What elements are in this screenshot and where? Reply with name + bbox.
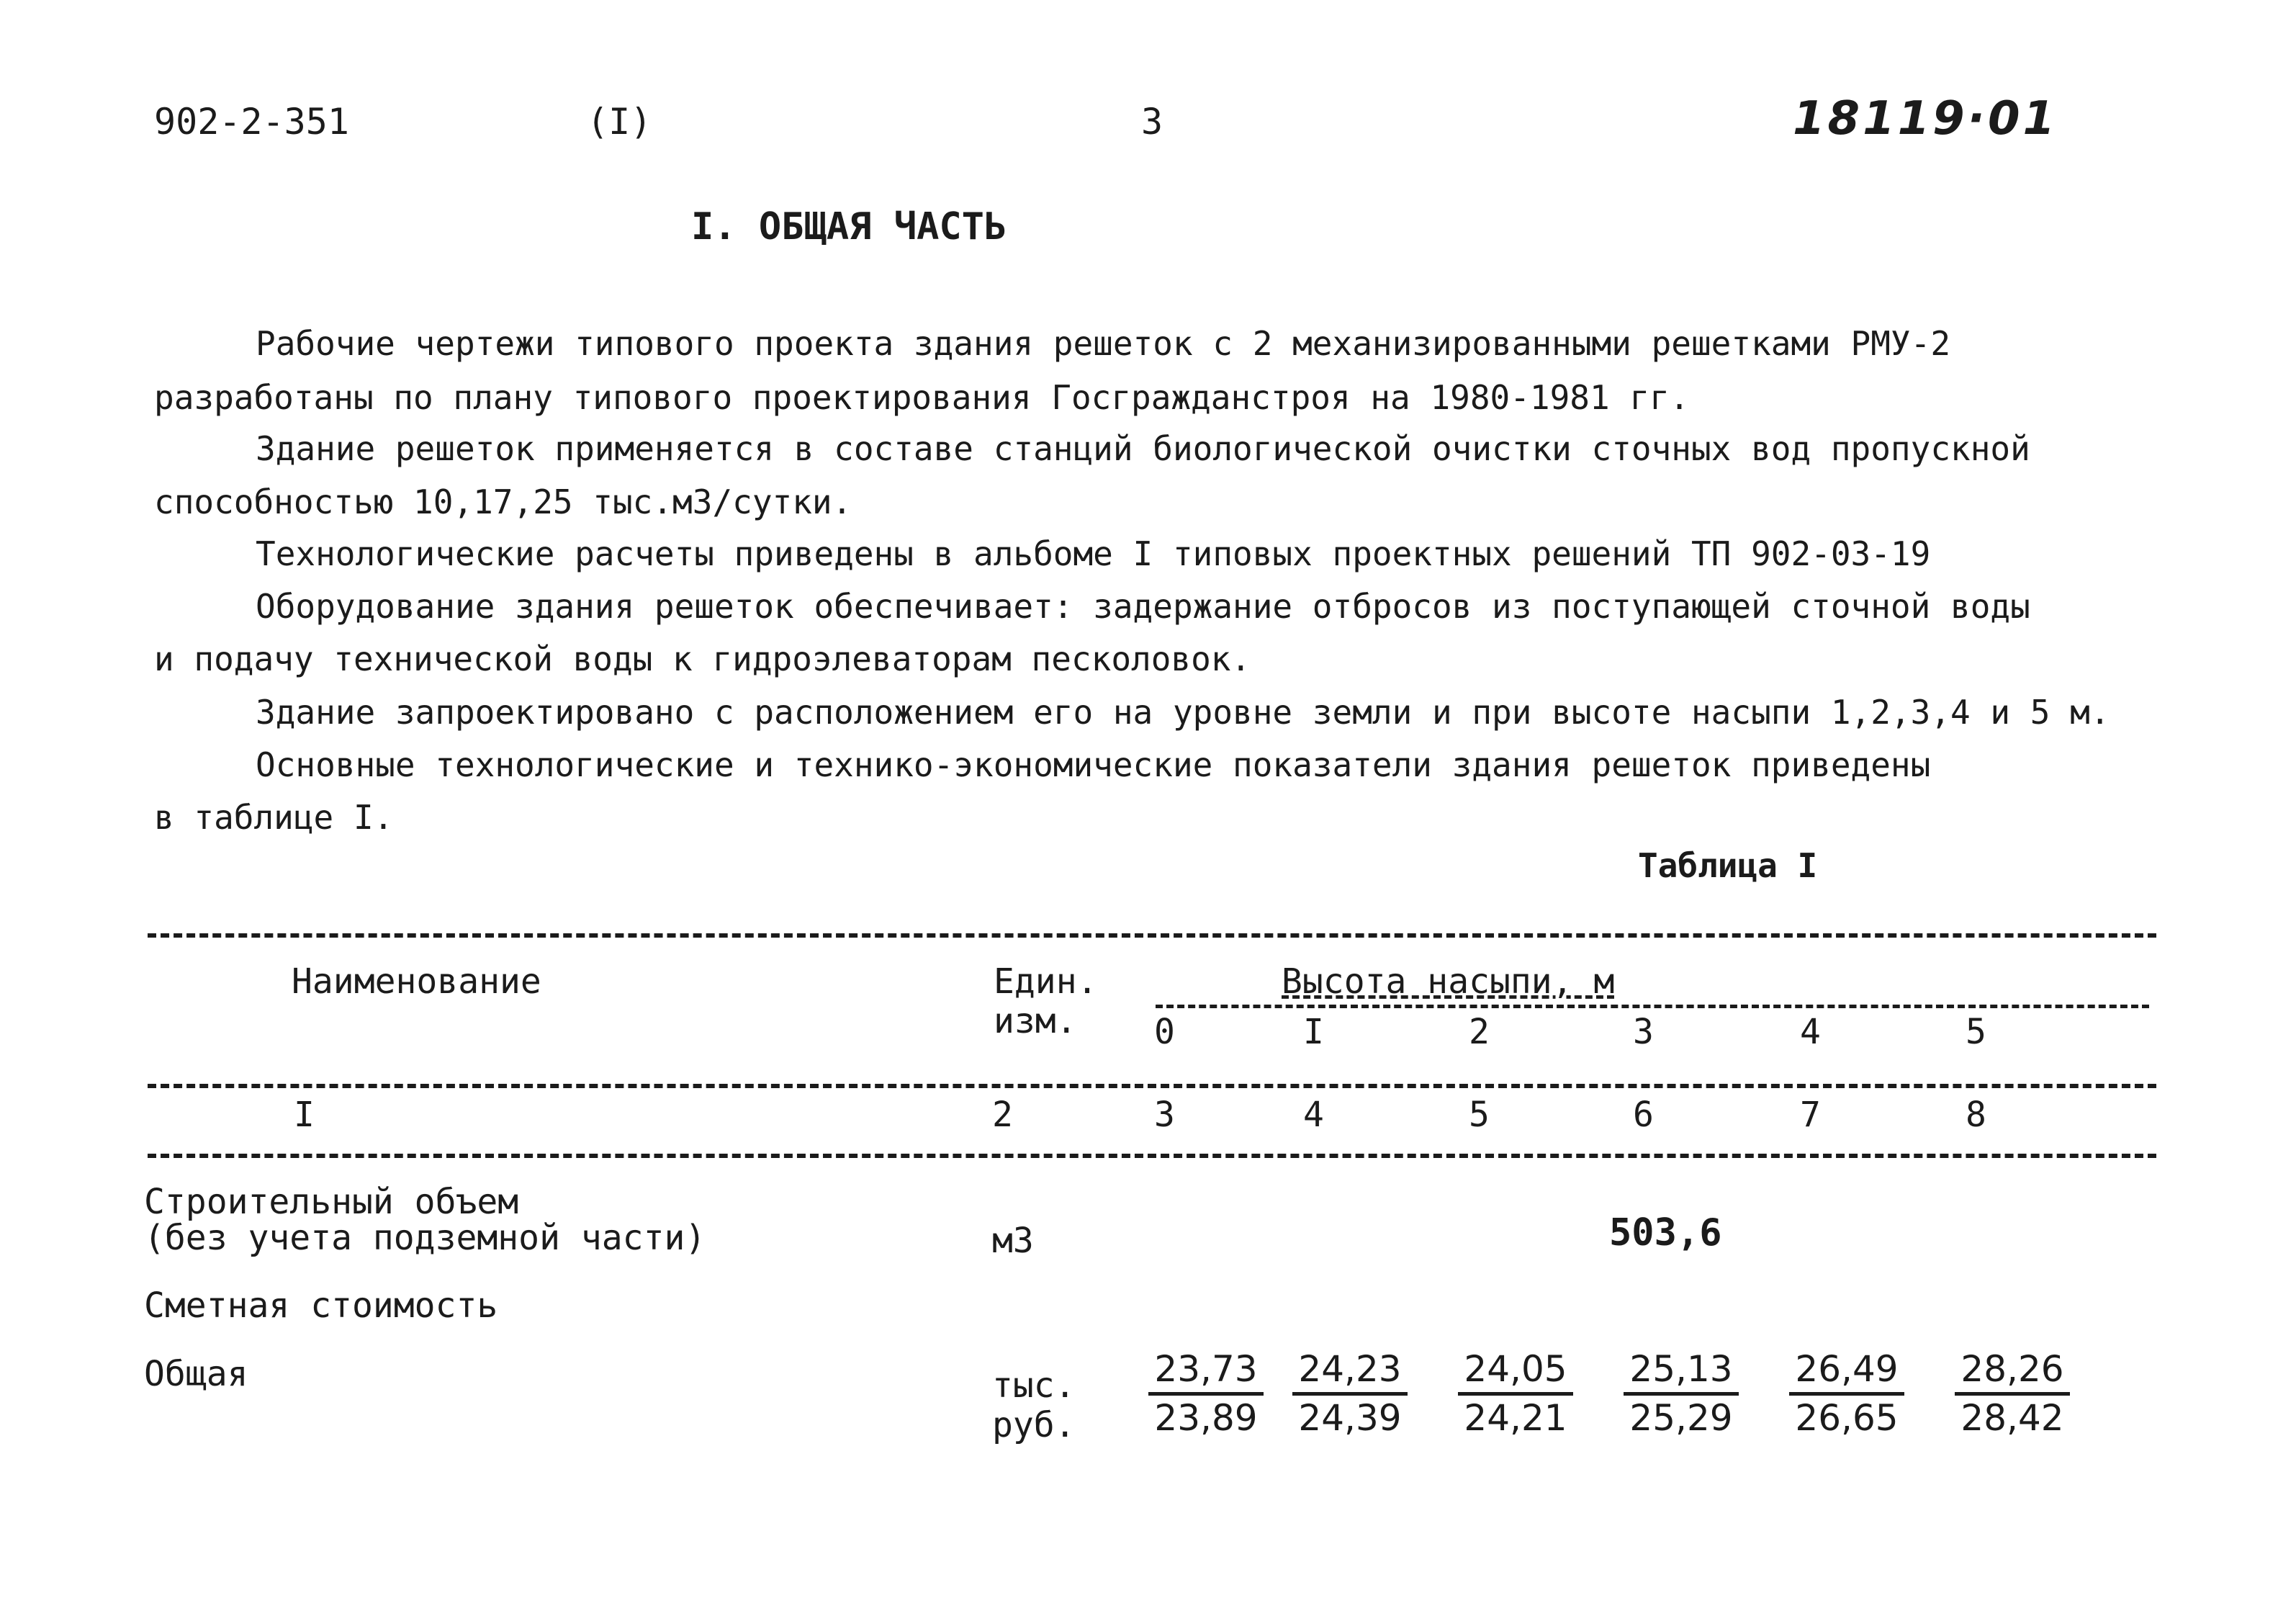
column-header-name: Наименование (292, 961, 541, 1002)
cost-value-top: 23,73 (1148, 1347, 1264, 1396)
table-numbering-rule (148, 1154, 2156, 1158)
row-unit-total-line2: руб. (992, 1405, 1076, 1445)
paragraph-line: Основные технологические и технико-экономические показатели здания решеток приведены (256, 745, 1931, 784)
cost-value-height-2 (1458, 1347, 1573, 1440)
table-top-rule (148, 933, 2156, 938)
row-label-total: Общая (144, 1354, 248, 1394)
height-header-2: 2 (1469, 1012, 1490, 1052)
cost-value-bottom: 28,42 (1960, 1396, 2064, 1439)
row-label-volume: Строительный объем (144, 1182, 519, 1222)
table-caption: Таблица I (1638, 846, 1818, 885)
paragraph-line: Технологические расчеты приведены в альбоме I типовых проектных решений ТП 902-03-19 (256, 534, 1931, 573)
group-header-rule (1156, 1005, 2149, 1008)
column-number: 6 (1633, 1095, 1654, 1135)
column-number: I (294, 1095, 315, 1135)
cost-value-top: 28,26 (1955, 1347, 2070, 1396)
row-unit-total: тыс. (992, 1365, 1076, 1406)
height-header-4: 4 (1800, 1012, 1821, 1052)
column-header-unit: Един. (994, 961, 1098, 1002)
cost-value-bottom: 24,21 (1464, 1396, 1567, 1439)
column-header-unit-line2: изм. (994, 1001, 1077, 1041)
volume-number: (I) (587, 101, 652, 143)
paragraph-line: способностью 10,17,25 тыс.м3/сутки. (154, 482, 852, 521)
paragraph-line: Здание запроектировано с расположением его на уровне земли и при высоте насыпи 1,2,3,4 и 5 м. (256, 693, 2110, 732)
column-number: 5 (1469, 1095, 1490, 1135)
paragraph-line: и подачу технической воды к гидроэлеваторам песколовок. (154, 639, 1251, 678)
paragraph-line: Здание решеток применяется в составе станций биологической очистки сточных вод пропускной (256, 429, 2030, 468)
handwritten-stamp-number: 18119·01 (1793, 92, 2058, 145)
cost-value-height-3 (1624, 1347, 1739, 1440)
cost-value-height-0 (1148, 1347, 1264, 1440)
row-heading-cost: Сметная стоимость (144, 1285, 498, 1326)
table-header-rule (148, 1084, 2156, 1088)
column-number: 2 (992, 1095, 1013, 1135)
height-header-3: 3 (1633, 1012, 1654, 1052)
row-label-volume-note: (без учета подземной части) (144, 1218, 706, 1258)
paragraph-line: в таблице I. (154, 798, 394, 837)
row-value-volume: 503,6 (1609, 1211, 1722, 1254)
paragraph-line: Оборудование здания решеток обеспечивает: задержание отбросов из поступающей сточной воды (256, 587, 2030, 626)
cost-value-bottom: 24,39 (1298, 1396, 1402, 1439)
cost-value-top: 26,49 (1789, 1347, 1904, 1396)
page-number: 3 (1141, 101, 1163, 143)
cost-value-height-4 (1789, 1347, 1904, 1440)
height-header-1: I (1303, 1012, 1324, 1052)
cost-value-bottom: 23,89 (1154, 1396, 1258, 1439)
column-group-header-height: Высота насыпи, м (1282, 961, 1615, 1002)
column-number: 4 (1303, 1095, 1324, 1135)
row-unit-volume: м3 (992, 1221, 1034, 1261)
cost-value-bottom: 26,65 (1795, 1396, 1899, 1439)
section-title: I. ОБЩАЯ ЧАСТЬ (691, 205, 1007, 248)
cost-value-bottom: 25,29 (1629, 1396, 1733, 1439)
column-number: 3 (1154, 1095, 1175, 1135)
column-number: 7 (1800, 1095, 1821, 1135)
cost-value-top: 24,23 (1292, 1347, 1408, 1396)
cost-value-top: 25,13 (1624, 1347, 1739, 1396)
paragraph-line: разработаны по плану типового проектирования Госгражданстроя на 1980-1981 гг. (154, 378, 1690, 417)
document-code: 902-2-351 (154, 101, 349, 143)
height-header-0: 0 (1154, 1012, 1175, 1052)
cost-value-height-5 (1955, 1347, 2070, 1440)
height-header-5: 5 (1966, 1012, 1986, 1052)
cost-value-height-1 (1292, 1347, 1408, 1440)
column-number: 8 (1966, 1095, 1986, 1135)
cost-value-top: 24,05 (1458, 1347, 1573, 1396)
paragraph-line: Рабочие чертежи типового проекта здания решеток с 2 механизированными решетками РМУ-2 (256, 324, 1951, 363)
